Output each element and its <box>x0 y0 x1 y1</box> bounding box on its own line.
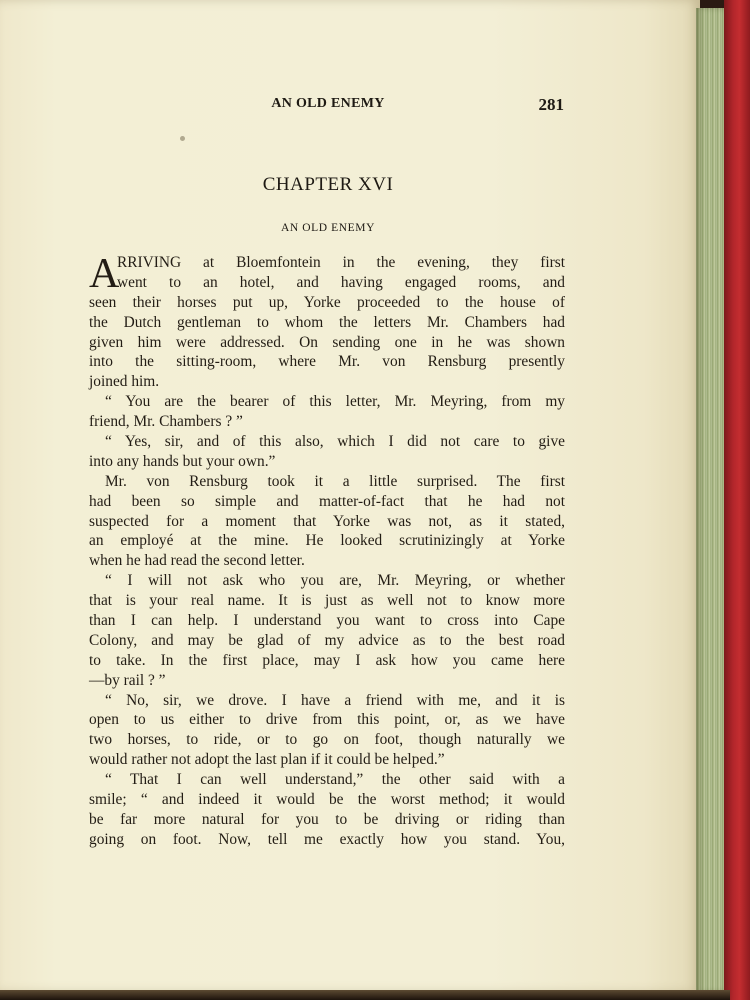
text-line: “ That I can well understand,” the other said with a <box>105 771 565 789</box>
text-line: went to an hotel, and having engaged rooms, and <box>117 273 565 291</box>
text-line: “ I will not ask who you are, Mr. Meyring, or whether <box>105 572 565 590</box>
text-line: given him were addressed. On sending one in he was shown <box>89 333 565 351</box>
text-line: Mr. von Rensburg took it a little surprised. The first <box>105 472 565 490</box>
text-line: would rather not adopt the last plan if it could be helped.” <box>89 751 445 769</box>
text-line: two horses, to ride, or to go on foot, though naturally we <box>89 731 565 749</box>
page-edges <box>696 8 726 992</box>
text-line: had been so simple and matter-of-fact that he had not <box>89 492 565 510</box>
page-number: 281 <box>538 95 564 114</box>
text-line: an employé at the mine. He looked scrutinizingly at Yorke <box>89 532 565 550</box>
ink-smudge <box>180 136 185 141</box>
text-line: —by rail ? ” <box>89 671 166 689</box>
chapter-subtitle: AN OLD ENEMY <box>280 222 376 234</box>
book-cover-edge <box>724 0 750 1000</box>
text-line: that is your real name. It is just as well not to know more <box>89 592 565 610</box>
text-line: open to us either to drive from this point, or, as we have <box>89 711 565 729</box>
text-line: when he had read the second letter. <box>89 552 305 570</box>
page-header <box>92 96 564 118</box>
text-line: into the sitting-room, where Mr. von Rensburg presently <box>89 353 565 371</box>
book-bottom-edge <box>0 990 730 1000</box>
text-line: into any hands but your own.” <box>89 452 276 470</box>
text-line: Colony, and may be glad of my advice as to the best road <box>89 631 565 649</box>
running-head: AN OLD ENEMY <box>271 96 385 111</box>
drop-cap: A <box>89 251 120 297</box>
text-line: friend, Mr. Chambers ? ” <box>89 413 243 431</box>
text-line: seen their horses put up, Yorke proceeded to the house of <box>89 293 565 311</box>
text-line: suspected for a moment that Yorke was not, as it stated, <box>89 512 565 530</box>
text-line: to take. In the first place, may I ask how you came here <box>89 651 565 669</box>
text-line: joined him. <box>89 373 160 391</box>
chapter-title: CHAPTER XVI <box>262 174 394 195</box>
text-line: RRIVING at Bloemfontein in the evening, they first <box>117 254 565 271</box>
text-line: going on foot. Now, tell me exactly how you stand. You, <box>89 830 565 848</box>
body-text <box>89 253 565 850</box>
text-line: “ Yes, sir, and of this also, which I did not care to give <box>105 433 565 451</box>
text-line: “ No, sir, we drove. I have a friend with me, and it is <box>105 691 565 709</box>
text-line: the Dutch gentleman to whom the letters Mr. Chambers had <box>89 313 565 331</box>
text-line: “ You are the bearer of this letter, Mr. Meyring, from my <box>105 393 565 411</box>
text-line: be far more natural for you to be driving or riding than <box>89 810 565 828</box>
text-line: than I can help. I understand you want to cross into Cape <box>89 612 565 630</box>
text-line: smile; “ and indeed it would be the worst method; it would <box>89 791 565 809</box>
